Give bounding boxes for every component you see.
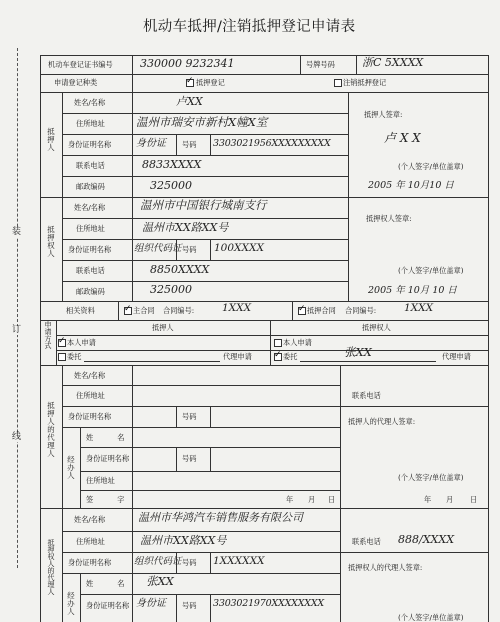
pledgee-agent-id-number-value: 1XXXXXX — [213, 555, 265, 567]
pledgor-handler-date-month: 月 — [308, 495, 316, 504]
pledgor-zip-label: 邮政编码 — [76, 182, 105, 191]
pledgor-agent-signature-label: 抵押人的代理人签章: — [348, 417, 416, 426]
table-rule — [348, 92, 349, 301]
pledgee-handler-id-type-value: 身份证 — [136, 598, 166, 609]
pledgee-agent-id-type-value: 组织代码证 — [134, 556, 182, 567]
table-rule — [210, 134, 211, 155]
pledgee-agent-phone-value: 888/XXXX — [398, 533, 455, 546]
binding-label-zhuang: 装 — [12, 227, 22, 237]
pledgor-signature-label: 抵押人签章: — [364, 110, 403, 119]
pledgee-self-apply-checkbox[interactable] — [274, 339, 282, 347]
cancel-registration-label: 注销抵押登记 — [343, 78, 387, 87]
table-rule — [40, 74, 489, 75]
pledgor-name-value: 卢XX — [176, 95, 203, 108]
table-rule — [62, 155, 348, 156]
mortgage-contract-label: 抵押合同 — [307, 306, 336, 315]
table-rule — [56, 350, 489, 351]
pledgor-handler-sign-label: 签字 — [86, 495, 149, 504]
cert-number-label: 机动车登记证书编号 — [48, 60, 113, 69]
pledgor-handler-id-type-label: 身份证明名称 — [86, 454, 130, 463]
pledgee-agent-handler-label: 经办人 — [67, 591, 75, 616]
pledgee-agent-signature-label: 抵押权人的代理人签章: — [348, 563, 423, 572]
pledgee-id-type-value: 组织代码证 — [134, 243, 182, 254]
table-rule — [62, 218, 348, 219]
table-rule — [40, 365, 489, 366]
table-rule — [300, 55, 301, 74]
mortgage-contract-checkbox[interactable] — [298, 307, 306, 315]
table-rule — [210, 552, 211, 573]
table-border — [488, 55, 489, 622]
pledgor-signature-value: 卢 X X — [384, 131, 421, 145]
pledgee-agent-phone-label: 联系电话 — [352, 537, 381, 546]
table-rule — [80, 471, 340, 472]
binding-line — [17, 48, 18, 568]
pledgor-agent-date-year: 年 — [424, 495, 432, 504]
table-rule — [40, 320, 489, 321]
binding-label-xian: 线 — [12, 432, 22, 442]
pledgee-handler-id-number-label: 号码 — [182, 601, 197, 610]
related-docs-label: 相关资料 — [66, 306, 95, 315]
table-rule — [62, 531, 340, 532]
pledgor-agent-date-day: 日 — [470, 495, 478, 504]
main-contract-number-label: 合同编号: — [163, 306, 195, 315]
pledgor-section-label: 抵押人 — [47, 127, 55, 152]
table-rule — [292, 301, 293, 320]
plate-number-label: 号牌号码 — [306, 60, 335, 69]
table-rule — [132, 55, 133, 92]
pledgor-agent-date-month: 月 — [446, 495, 454, 504]
table-rule — [62, 365, 63, 622]
table-rule — [118, 301, 119, 320]
registration-type-label: 申请登记种类 — [54, 78, 98, 87]
table-rule — [176, 134, 177, 155]
pledgor-handler-name-label: 姓名 — [86, 433, 149, 442]
pledgor-agent-signature-note: (个人签字/单位盖章) — [398, 473, 464, 482]
pledgee-agent-id-number-label: 号码 — [182, 558, 197, 567]
pledgee-agent-name-value: 温州市华鸿汽车销售服务有限公司 — [138, 511, 303, 524]
pledgee-id-number-value: 100XXXX — [214, 242, 264, 254]
pledgor-entrust-checkbox[interactable] — [58, 353, 66, 361]
pledgee-handler-name-label: 姓名 — [86, 579, 149, 588]
pledgor-agent-handler-label: 经办人 — [67, 455, 75, 480]
pledgee-handler-id-type-label: 身份证明名称 — [86, 601, 130, 610]
mortgage-contract-number-value: 1XXX — [404, 302, 434, 314]
pledgor-phone-label: 联系电话 — [76, 161, 105, 170]
table-rule — [340, 508, 341, 622]
pledgee-address-value: 温州市XX路XX号 — [142, 221, 229, 234]
mortgage-contract-number-label: 合同编号: — [345, 306, 377, 315]
pledgor-handler-id-number-label: 号码 — [182, 454, 197, 463]
cancel-registration-checkbox[interactable] — [334, 79, 342, 87]
table-rule — [62, 239, 348, 240]
pledge-registration-checkbox[interactable] — [186, 79, 194, 87]
pledgor-handler-date-year: 年 — [286, 495, 294, 504]
pledgee-id-number-label: 号码 — [182, 245, 197, 254]
pledgee-agent-name-label: 姓名/名称 — [74, 515, 106, 524]
pledgor-agent-id-number-label: 号码 — [182, 412, 197, 421]
table-rule — [62, 573, 340, 574]
pledgee-name-value: 温州市中国银行城南支行 — [140, 198, 267, 212]
pledgor-phone-value: 8833XXXX — [142, 158, 202, 171]
table-rule — [270, 320, 271, 365]
table-rule — [56, 335, 489, 336]
binding-label-ding: 订 — [12, 325, 22, 335]
pledgor-agent-id-type-label: 身份证明名称 — [68, 412, 112, 421]
pledgor-agent-name-label: 姓名/名称 — [74, 371, 106, 380]
pledgee-sign-date: 2005 年 10月 10 日 — [368, 285, 457, 296]
table-rule — [210, 406, 211, 427]
table-rule — [132, 508, 133, 622]
table-rule — [356, 55, 357, 74]
pledgor-address-value: 温州市瑞安市新村X幢X室 — [136, 115, 268, 129]
pledgee-handler-id-number-value: 3303021970XXXXXXXX — [213, 598, 324, 609]
pledgee-agent-id-type-label: 身份证明名称 — [68, 558, 112, 567]
pledgor-id-number-value: 3303021956XXXXXXXXX — [213, 138, 331, 149]
table-rule — [62, 92, 63, 301]
form-title: 机动车抵押/注销抵押登记申请表 — [143, 19, 356, 35]
table-rule — [62, 552, 488, 553]
pledgee-id-type-label: 身份证明名称 — [68, 245, 112, 254]
pledgee-zip-label: 邮政编码 — [76, 287, 105, 296]
main-contract-checkbox[interactable] — [124, 307, 132, 315]
pledgor-sign-date: 2005 年 10月10 日 — [368, 180, 454, 191]
table-rule — [80, 490, 340, 491]
pledgee-agent-address-label: 住所地址 — [76, 537, 105, 546]
table-rule — [80, 573, 81, 622]
table-rule — [210, 447, 211, 471]
pledgor-agent-phone-label: 联系电话 — [352, 391, 381, 400]
pledgee-zip-value: 325000 — [150, 283, 192, 296]
pledgor-agent-fill-line — [84, 361, 220, 362]
apply-pledgee-header: 抵押权人 — [362, 323, 391, 332]
table-rule — [56, 320, 57, 365]
table-border — [40, 55, 41, 622]
pledgor-self-apply-checkbox[interactable] — [58, 339, 66, 347]
table-rule — [62, 260, 348, 261]
pledgor-id-number-label: 号码 — [182, 140, 197, 149]
table-rule — [62, 281, 348, 282]
pledgor-handler-address-label: 住所地址 — [86, 476, 115, 485]
table-rule — [62, 113, 348, 114]
pledgee-signature-note: (个人签字/单位盖章) — [398, 266, 464, 275]
pledgee-handler-name-value: 张XX — [146, 574, 174, 588]
pledgee-address-label: 住所地址 — [76, 224, 105, 233]
table-rule — [62, 427, 340, 428]
pledgor-handler-date-day: 日 — [328, 495, 336, 504]
pledgee-agent-signature-note: (个人签字/单位盖章) — [398, 613, 464, 622]
pledgor-zip-value: 325000 — [150, 179, 192, 192]
pledgor-address-label: 住所地址 — [76, 119, 105, 128]
pledgor-self-apply-label: 本人申请 — [67, 338, 96, 347]
table-rule — [176, 406, 177, 427]
pledgor-id-type-label: 身份证明名称 — [68, 140, 112, 149]
table-rule — [132, 92, 133, 301]
pledgee-phone-value: 8850XXXX — [150, 263, 210, 276]
table-rule — [40, 92, 489, 93]
table-rule — [62, 385, 340, 386]
main-contract-number-value: 1XXX — [222, 302, 252, 314]
pledgee-agent-name-value: 张XX — [344, 345, 372, 359]
pledgee-section-label: 抵押权人 — [47, 225, 55, 258]
table-rule — [176, 447, 177, 471]
pledgor-agent-address-label: 住所地址 — [76, 391, 105, 400]
pledgee-entrust-label: 委托 — [283, 352, 298, 361]
table-rule — [176, 594, 177, 622]
pledgor-agent-apply-label: 代理申请 — [223, 352, 252, 361]
cert-number-value: 330000 9232341 — [140, 57, 235, 70]
pledgor-name-label: 姓名/名称 — [74, 98, 106, 107]
table-rule — [80, 427, 81, 508]
table-rule — [62, 134, 348, 135]
main-contract-label: 主合同 — [133, 306, 155, 315]
table-rule — [340, 385, 341, 406]
table-rule — [62, 406, 488, 407]
plate-number-value: 浙C 5XXXX — [362, 56, 424, 69]
pledgor-id-type-value: 身份证 — [136, 138, 166, 149]
pledgee-agent-address-value: 温州市XX路XX号 — [140, 534, 227, 547]
pledgor-agent-section-label: 抵押人的代理人 — [47, 401, 55, 458]
table-rule — [210, 239, 211, 260]
table-rule — [40, 508, 489, 509]
pledgee-signature-label: 抵押权人签章: — [366, 214, 412, 223]
pledgee-phone-label: 联系电话 — [76, 266, 105, 275]
pledgee-agent-fill-line — [300, 361, 436, 362]
pledge-registration-label: 抵押登记 — [196, 78, 225, 87]
apply-pledgor-header: 抵押人 — [152, 323, 174, 332]
table-rule — [62, 176, 348, 177]
pledgor-signature-note: (个人签字/单位盖章) — [398, 162, 464, 171]
table-rule — [210, 594, 211, 622]
pledgee-agent-apply-label: 代理申请 — [442, 352, 471, 361]
apply-method-label: 申请方式 — [44, 321, 52, 351]
pledgee-agent-section-label: 抵押权人的代理人 — [47, 539, 55, 596]
pledgee-self-apply-label: 本人申请 — [283, 338, 312, 347]
pledgee-entrust-checkbox[interactable] — [274, 353, 282, 361]
pledgee-name-label: 姓名/名称 — [74, 203, 106, 212]
pledgor-entrust-label: 委托 — [67, 352, 82, 361]
